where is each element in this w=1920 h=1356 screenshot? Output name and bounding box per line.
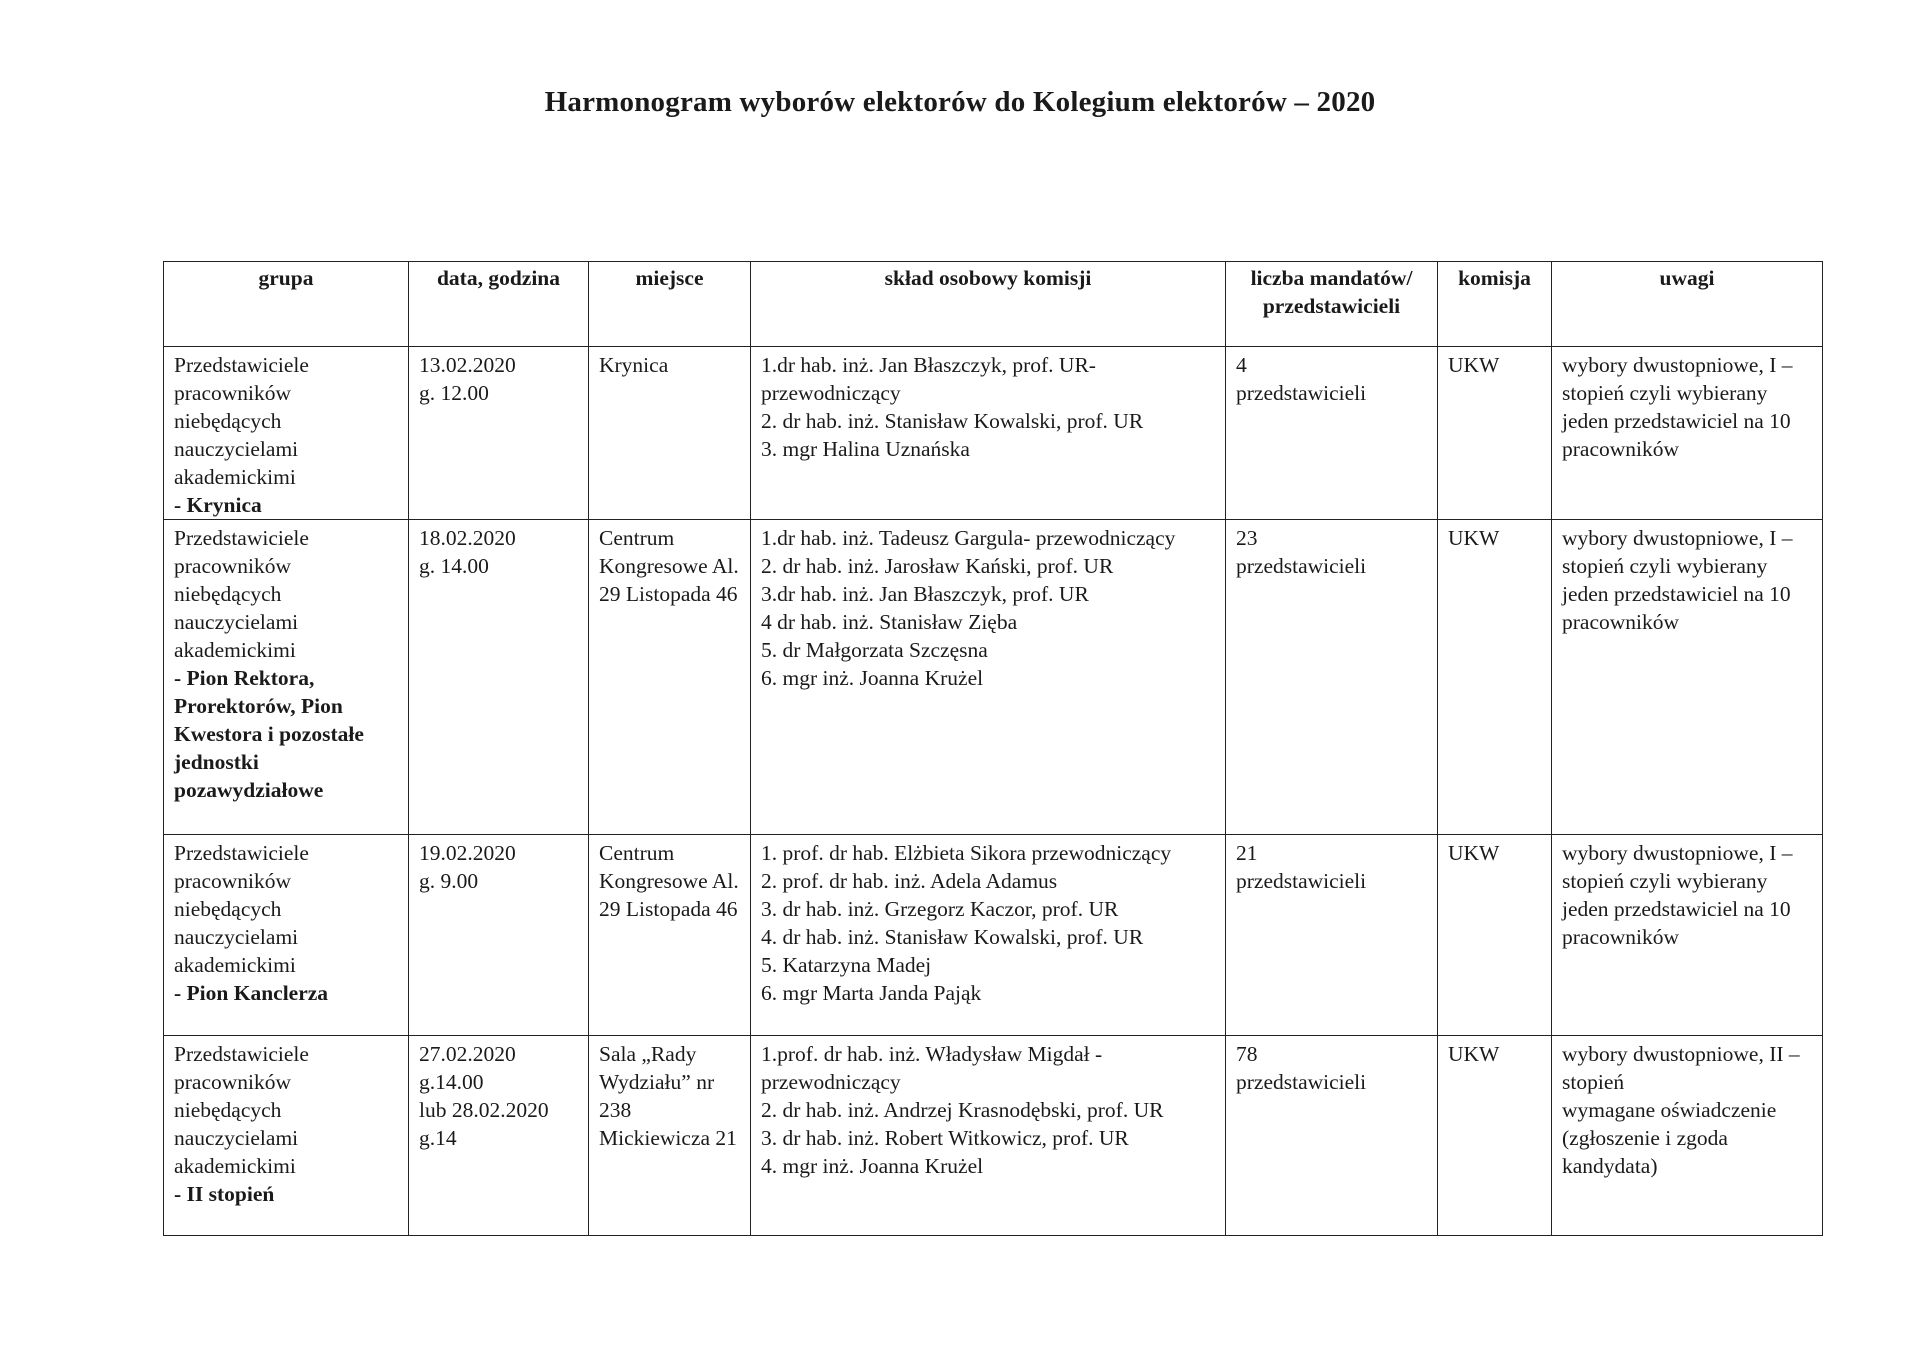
miejsce-text: Krynica: [599, 353, 669, 377]
cell-komisja: [1438, 347, 1552, 520]
grupa-unit: - Pion Kanclerza: [174, 981, 329, 1005]
grupa-unit: - II stopień: [174, 1182, 275, 1206]
table-row: [164, 835, 1823, 1036]
data-text: 19.02.2020 g. 9.00: [419, 841, 516, 893]
cell-komisja: [1438, 835, 1552, 1036]
table-row: [164, 520, 1823, 835]
cell-sklad: [751, 520, 1226, 835]
sklad-text: 1.prof. dr hab. inż. Władysław Migdał - przewodniczący 2. dr hab. inż. Andrzej Krasnodębski, prof. UR 3. dr hab. inż. Robert Witkowicz, prof. UR 4. mgr inż. Joanna Krużel: [761, 1042, 1164, 1178]
cell-komisja: [1438, 520, 1552, 835]
cell-liczba: [1226, 1036, 1438, 1236]
liczba-text: 78 przedstawicieli: [1236, 1042, 1367, 1094]
komisja-text: UKW: [1448, 526, 1500, 550]
data-text: 27.02.2020 g.14.00 lub 28.02.2020 g.14: [419, 1042, 549, 1150]
uwagi-text: wybory dwustopniowe, I – stopień czyli wybierany jeden przedstawiciel na 10 pracowników: [1562, 841, 1798, 949]
komisja-text: UKW: [1448, 1042, 1500, 1066]
miejsce-text: Centrum Kongresowe Al. 29 Listopada 46: [599, 841, 745, 921]
cell-sklad: [751, 835, 1226, 1036]
cell-uwagi: [1552, 347, 1823, 520]
cell-grupa: [164, 520, 409, 835]
cell-data: [409, 835, 589, 1036]
page-title: Harmonogram wyborów elektorów do Kolegium elektorów – 2020: [544, 86, 1376, 118]
cell-data: [409, 347, 589, 520]
grupa-text: Przedstawiciele pracowników niebędących nauczycielami akademickimi: [174, 353, 315, 489]
komisja-text: UKW: [1448, 353, 1500, 377]
sklad-text: 1. prof. dr hab. Elżbieta Sikora przewodniczący 2. prof. dr hab. inż. Adela Adamus 3. dr hab. inż. Grzegorz Kaczor, prof. UR 4. dr hab. inż. Stanisław Kowalski, prof. UR 5. Katarzyna Madej 6. mgr Marta Janda Pająk: [761, 841, 1172, 1005]
uwagi-text: wybory dwustopniowe, I – stopień czyli wybierany jeden przedstawiciel na 10 pracowników: [1562, 526, 1798, 634]
liczba-text: 21 przedstawicieli: [1236, 841, 1367, 893]
uwagi-text: wybory dwustopniowe, I – stopień czyli wybierany jeden przedstawiciel na 10 pracowników: [1562, 353, 1798, 461]
cell-uwagi: [1552, 835, 1823, 1036]
table-row: [164, 347, 1823, 520]
cell-miejsce: [589, 1036, 751, 1236]
cell-liczba: [1226, 347, 1438, 520]
cell-grupa: [164, 1036, 409, 1236]
cell-data: [409, 1036, 589, 1236]
sklad-text: 1.dr hab. inż. Jan Błaszczyk, prof. UR- przewodniczący 2. dr hab. inż. Stanisław Kowalski, prof. UR 3. mgr Halina Uznańska: [761, 353, 1144, 461]
header-miejsce: miejsce: [589, 262, 751, 347]
election-schedule-table: [163, 261, 1823, 1236]
uwagi-text: wybory dwustopniowe, II – stopień wymagane oświadczenie (zgłoszenie i zgoda kandydata): [1562, 1042, 1800, 1178]
cell-liczba: [1226, 835, 1438, 1036]
cell-liczba: [1226, 520, 1438, 835]
header-grupa: grupa: [164, 262, 409, 347]
komisja-text: UKW: [1448, 841, 1500, 865]
header-data-godzina: data, godzina: [409, 262, 589, 347]
header-sklad-komisji: skład osobowy komisji: [751, 262, 1226, 347]
header-uwagi: uwagi: [1552, 262, 1823, 347]
data-text: 18.02.2020 g. 14.00: [419, 526, 516, 578]
cell-komisja: [1438, 1036, 1552, 1236]
liczba-text: 23 przedstawicieli: [1236, 526, 1367, 578]
table-header-row: [164, 262, 1823, 347]
cell-miejsce: [589, 520, 751, 835]
grupa-text: Przedstawiciele pracowników niebędących nauczycielami akademickimi: [174, 841, 315, 977]
miejsce-text: Sala „Rady Wydziału” nr 238 Mickiewicza 21: [599, 1042, 737, 1150]
table-row: [164, 1036, 1823, 1236]
cell-miejsce: [589, 347, 751, 520]
cell-data: [409, 520, 589, 835]
cell-sklad: [751, 347, 1226, 520]
cell-uwagi: [1552, 1036, 1823, 1236]
cell-uwagi: [1552, 520, 1823, 835]
header-komisja: komisja: [1438, 262, 1552, 347]
header-liczba-mandatow: liczba mandatów/ przedstawicieli: [1226, 262, 1438, 347]
cell-miejsce: [589, 835, 751, 1036]
miejsce-text: Centrum Kongresowe Al. 29 Listopada 46: [599, 526, 745, 606]
sklad-text: 1.dr hab. inż. Tadeusz Gargula- przewodniczący 2. dr hab. inż. Jarosław Kański, prof. UR 3.dr hab. inż. Jan Błaszczyk, prof. UR 4 dr hab. inż. Stanisław Zięba 5. dr Małgorzata Szczęsna 6. mgr inż. Joanna Krużel: [761, 526, 1176, 690]
grupa-unit: - Pion Rektora, Prorektorów, Pion Kwestora i pozostałe jednostki pozawydziałowe: [174, 666, 370, 802]
grupa-text: Przedstawiciele pracowników niebędących nauczycielami akademickimi: [174, 526, 315, 662]
cell-sklad: [751, 1036, 1226, 1236]
grupa-text: Przedstawiciele pracowników niebędących nauczycielami akademickimi: [174, 1042, 315, 1178]
data-text: 13.02.2020 g. 12.00: [419, 353, 516, 405]
grupa-unit: - Krynica: [174, 493, 262, 517]
cell-grupa: [164, 835, 409, 1036]
liczba-text: 4 przedstawicieli: [1236, 353, 1367, 405]
cell-grupa: [164, 347, 409, 520]
